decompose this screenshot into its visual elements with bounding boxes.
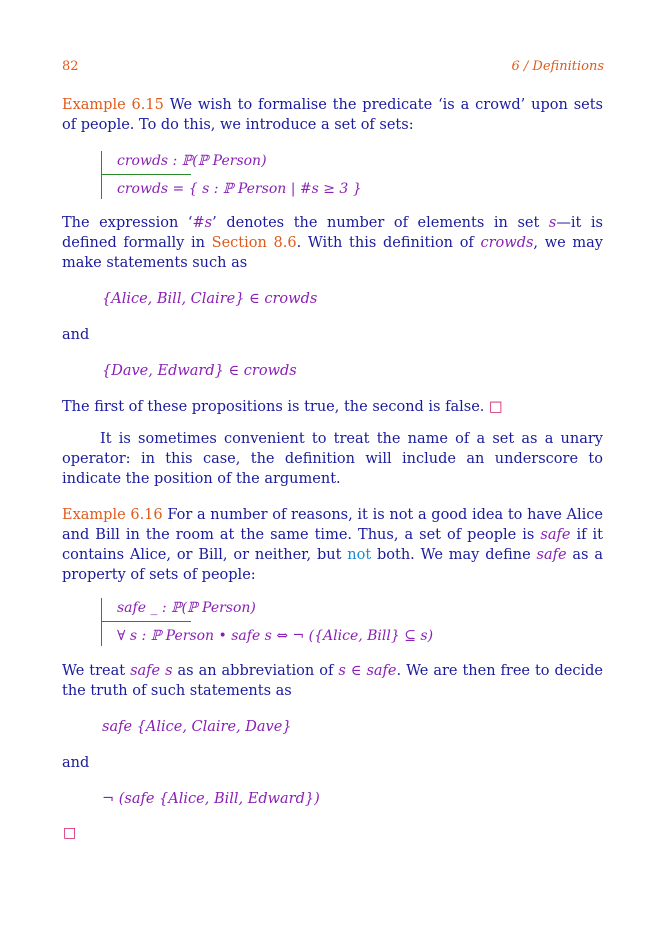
axdef-predicate: ∀ s : ℙ Person • safe s ⇔ ¬ ({Alice, Bill} ⊆ s) bbox=[117, 628, 434, 644]
axiomatic-definition-safe bbox=[101, 598, 433, 646]
statement-safe-1: safe {Alice, Claire, Dave} bbox=[102, 719, 292, 735]
axdef-predicate: crowds = { s : ℙ Person | #s ≥ 3 } bbox=[117, 181, 362, 197]
example-6-16 bbox=[62, 505, 603, 585]
section-link[interactable]: Section 8.6 bbox=[211, 235, 297, 251]
example-label: Example 6.15 bbox=[62, 97, 164, 113]
statement-crowd-1: {Alice, Bill, Claire} ∈ crowds bbox=[102, 291, 318, 307]
text-run: both. We may define bbox=[371, 547, 537, 563]
text-run: as an abbreviation of bbox=[172, 663, 339, 679]
connective-and: and bbox=[62, 755, 90, 771]
math-run: s bbox=[548, 215, 557, 231]
example-text: We wish to formalise the predicate ‘is a crowd’ upon sets of people. To do this, we introduce a set of sets: bbox=[62, 97, 603, 133]
paragraph-expression bbox=[62, 213, 603, 273]
text-run: —it is defined formally in bbox=[62, 215, 603, 251]
text-run: The expression ‘ bbox=[62, 215, 193, 231]
text-run: , we may make statements such as bbox=[62, 235, 603, 271]
text-run: if it contains Alice, or Bill, or neither, but bbox=[62, 527, 603, 563]
math-run: crowds bbox=[480, 235, 534, 251]
math-run: safe s bbox=[130, 663, 173, 679]
page-number: 82 bbox=[62, 59, 79, 74]
axdef-declaration: safe _ : ℙ(ℙ Person) bbox=[117, 600, 256, 616]
text-run: as a property of sets of people: bbox=[62, 547, 603, 583]
axdef-separator bbox=[102, 174, 191, 175]
running-header: 6 / Definitions bbox=[511, 59, 604, 74]
qed-symbol: □ bbox=[63, 825, 77, 841]
axiomatic-definition-crowds bbox=[101, 151, 362, 199]
math-run: #s bbox=[192, 215, 213, 231]
axdef-declaration: crowds : ℙ(ℙ Person) bbox=[117, 153, 267, 169]
example-label: Example 6.16 bbox=[62, 507, 163, 523]
text-run: ’ denotes the number of elements in set bbox=[212, 215, 549, 231]
paragraph-first-propositions bbox=[62, 397, 603, 417]
statement-safe-2: ¬ (safe {Alice, Bill, Edward}) bbox=[102, 791, 320, 807]
connective-and: and bbox=[62, 327, 90, 343]
example-6-15 bbox=[62, 95, 603, 135]
emphasis-not: not bbox=[347, 547, 372, 563]
text-run: For a number of reasons, it is not a good idea to have Alice and Bill in the room at the same time. Thus, a set of people is bbox=[62, 507, 603, 543]
text-run: . With this definition of bbox=[296, 235, 481, 251]
axdef-separator bbox=[102, 621, 191, 622]
math-run: safe bbox=[536, 547, 567, 563]
text-run: . We are then free to decide the truth of such statements as bbox=[62, 663, 603, 699]
math-run: s ∈ safe bbox=[338, 663, 397, 679]
qed-symbol: □ bbox=[489, 399, 503, 415]
math-run: safe bbox=[540, 527, 571, 543]
text-run: We treat bbox=[62, 663, 131, 679]
paragraph-treat-safe bbox=[62, 661, 603, 701]
statement-crowd-2: {Dave, Edward} ∈ crowds bbox=[102, 363, 297, 379]
text-run: The first of these propositions is true, the second is false. bbox=[62, 399, 485, 415]
paragraph-unary-operator: It is sometimes convenient to treat the name of a set as a unary operator: in this case, the definition will include an underscore to indicate the position of the argument. bbox=[62, 431, 603, 487]
